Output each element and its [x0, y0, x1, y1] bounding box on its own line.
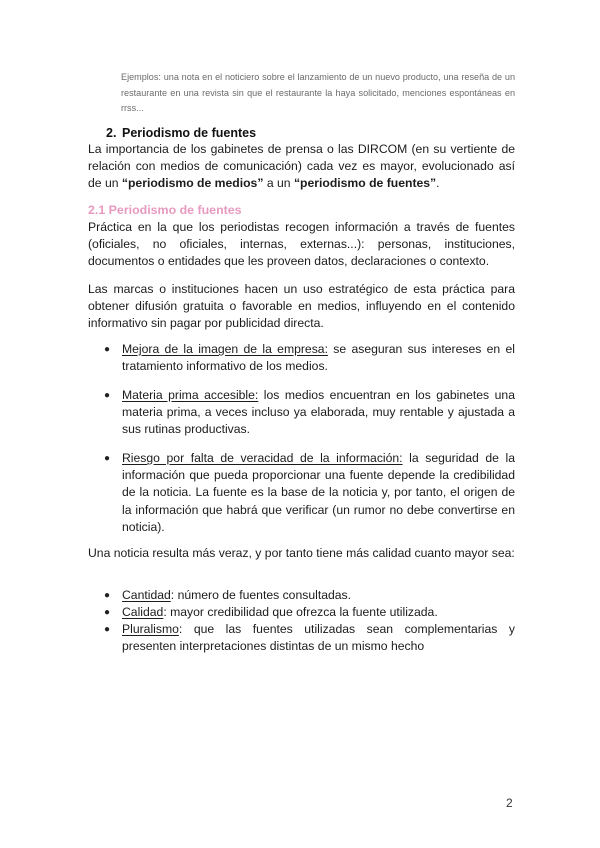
list-item-term: Materia prima accesible:	[122, 388, 259, 402]
bullet-icon: ●	[104, 390, 111, 401]
bullet-icon: ●	[104, 624, 111, 635]
definition-paragraph: Práctica en la que los periodistas recogen información a través de fuentes (oficiales, no oficiales, internas, externas...): personas, instituciones, documentos o entidades que les proveen datos, declaraciones o contexto.	[88, 220, 515, 269]
list-item-term: Calidad	[122, 605, 164, 619]
subsection-heading: 2.1 Periodismo de fuentes	[88, 203, 242, 217]
intro-connector: a un	[263, 176, 294, 191]
list-item-term: Riesgo por falta de veracidad de la información:	[122, 451, 403, 465]
quality-intro-paragraph: Una noticia resulta más veraz, y por tanto tiene más calidad cuanto mayor sea:	[88, 546, 515, 560]
list-item-text: : mayor credibilidad que ofrezca la fuente utilizada.	[163, 605, 438, 619]
list-item-text: : número de fuentes consultadas.	[170, 588, 352, 602]
list-item-text: la seguridad de la información que pueda proporcionar una fuente depende la credibilidad de la noticia. La fuente es la base de la noticia y, por tanto, el origen de la información que habrá que verificar (un rumor no debe convertirse en noticia).	[122, 451, 515, 534]
list-item-term: Cantidad	[122, 588, 171, 602]
list-item-text: se aseguran sus intereses en el tratamiento informativo de los medios.	[122, 342, 515, 374]
bullet-icon: ●	[104, 453, 111, 464]
example-note: Ejemplos: una nota en el noticiero sobre el lanzamiento de un nuevo producto, una reseña de un restaurante en una revista sin que el restaurante la haya solicitado, menciones espontáneas en rrss...	[121, 72, 515, 113]
page-number: 2	[506, 796, 513, 810]
intro-text: La importancia de los gabinetes de prensa o las DIRCOM (en su vertiente de relación con medios de comunicación) cada vez es mayor, evolucionado así de un	[88, 142, 515, 191]
bullet-icon: ●	[104, 607, 111, 618]
bullet-icon: ●	[104, 344, 111, 355]
intro-end: .	[436, 176, 440, 191]
list-item-text: : que las fuentes utilizadas sean complementarias y presenten interpretaciones distintas de un mismo hecho	[122, 622, 515, 654]
section-title: Periodismo de fuentes	[122, 126, 257, 140]
section-number: 2.	[106, 126, 117, 140]
intro-bold-media: “periodismo de medios”	[121, 176, 264, 191]
list-item-term: Pluralismo	[122, 622, 179, 636]
section-intro-paragraph	[88, 141, 515, 193]
list-item-term: Mejora de la imagen de la empresa:	[122, 342, 328, 356]
intro-bold-sources: “periodismo de fuentes”	[293, 176, 437, 191]
section-heading	[106, 126, 256, 140]
bullet-icon: ●	[104, 590, 111, 601]
list-item-text: los medios encuentran en los gabinetes una materia prima, a veces incluso ya elaborada, muy rentable y ajustada a sus rutinas productivas.	[122, 388, 515, 437]
strategy-paragraph: Las marcas o instituciones hacen un uso estratégico de esta práctica para obtener difusión gratuita o favorable en medios, influyendo en el contenido informativo sin pagar por publicidad directa.	[88, 282, 515, 331]
